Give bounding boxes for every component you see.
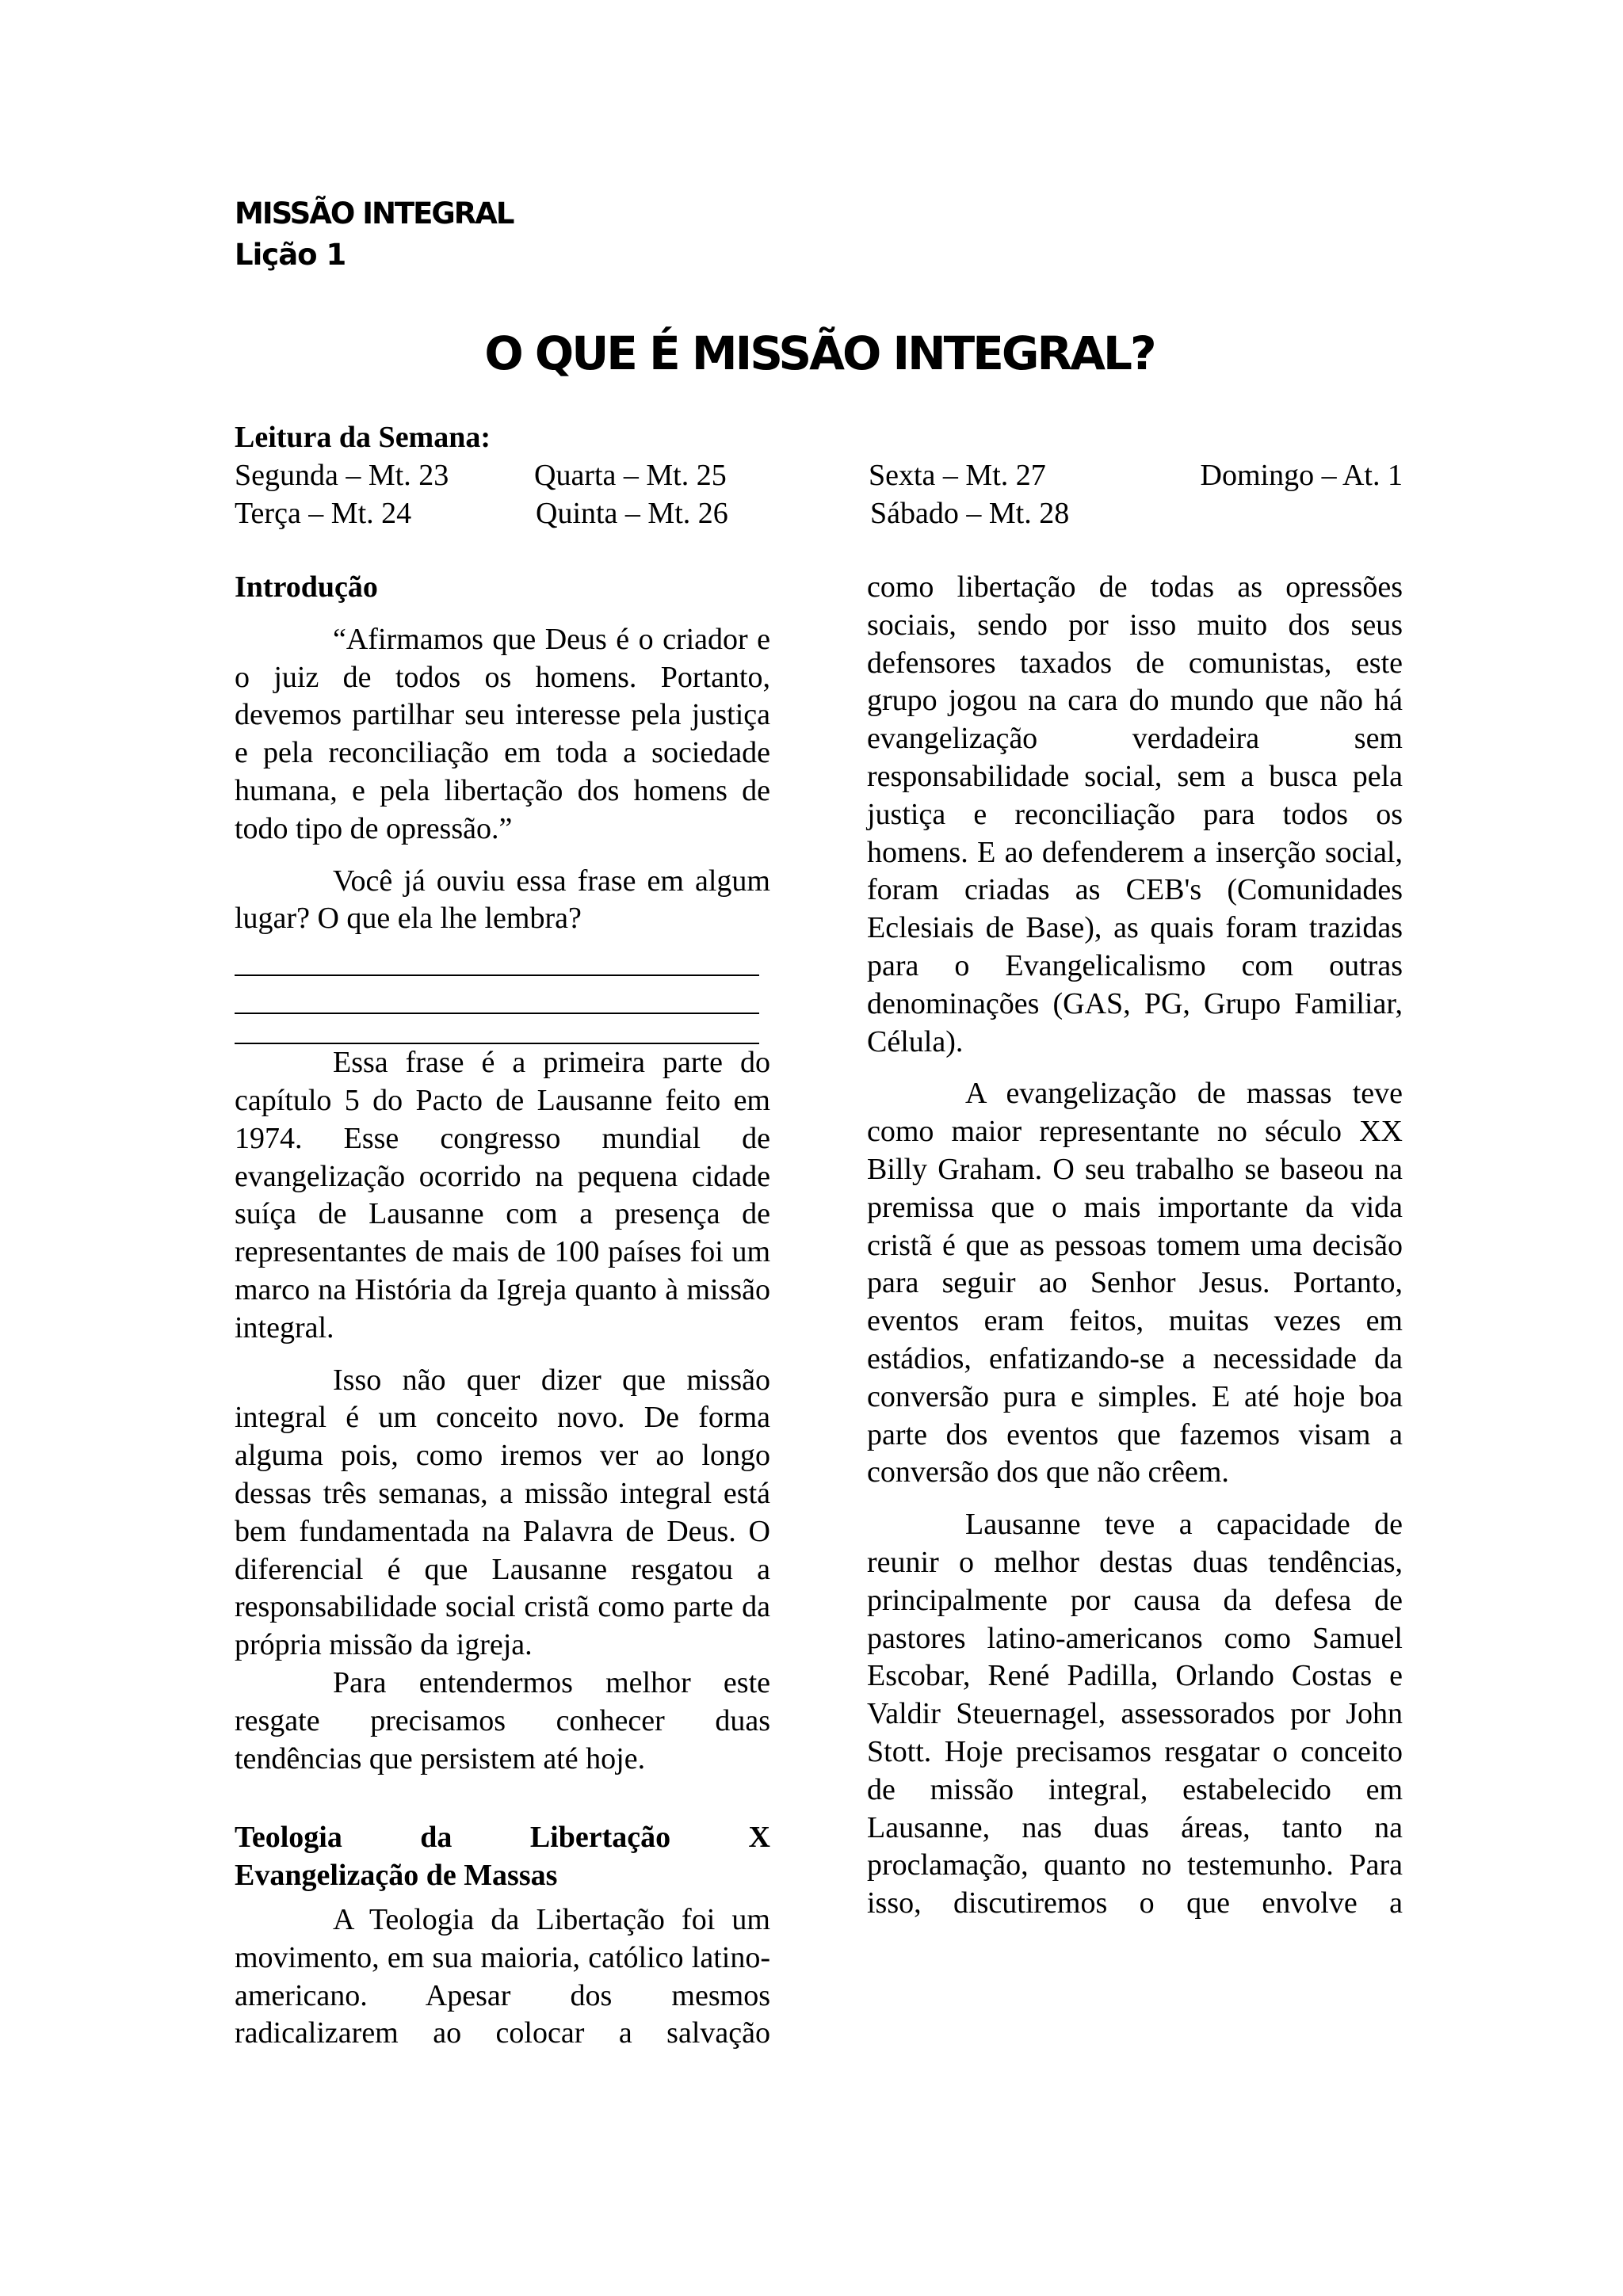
intro-quote: “Afirmamos que Deus é o criador e o juiz de todos os homens. Portanto, devemos partilhar seu interesse pela justiça e pela reconciliação em toda a sociedade humana, e pela libertação dos homens de todo tipo de opressão.” [235, 622, 770, 845]
reading-day: Terça – Mt. 24 [235, 497, 412, 530]
spacer [235, 1895, 770, 1901]
spacer [235, 607, 770, 621]
page-title: O QUE É MISSÃO INTEGRAL? [484, 326, 1155, 380]
spacer [235, 1778, 770, 1819]
reading-day: Quinta – Mt. 26 [536, 497, 728, 530]
intro-question: Você já ouviu essa frase em algum lugar? O que ela lhe lembra? [235, 864, 770, 936]
left-column [235, 569, 770, 2053]
right-column [867, 569, 1403, 1923]
weekly-reading [235, 418, 1403, 532]
section-heading-line2: Evangelização de Massas [235, 1859, 558, 1893]
spacer [235, 849, 770, 863]
section-paragraph: A Teologia da Libertação foi um movimento, em sua maioria, católico latino-americano. Apesar dos mesmos radicalizarem ao colocar a salvação [235, 1902, 770, 2050]
section-heading-line1: Teologia da Libertação X [235, 1821, 770, 1855]
intro-paragraph: Essa frase é a primeira parte do capítulo 5 do Pacto de Lausanne feito em 1974. Esse congresso mundial de evangelização ocorrido na pequena cidade suíça de Lausanne com a presença de representantes de mais de 100 países foi um marco na História da Igreja quanto à missão integral. [235, 1046, 770, 1344]
lesson-number: Lição 1 [235, 238, 346, 272]
intro-paragraph: Para entendermos melhor este resgate precisamos conhecer duas tendências que persistem até hoje. [235, 1665, 770, 1775]
spacer [867, 1061, 1403, 1075]
section-paragraph-continued: como libertação de todas as opressões sociais, sendo por isso muito dos seus defensores taxados de comunistas, este grupo jogou na cara do mundo que não há evangelização verdadeira sem responsabilidade social, sem a busca pela justiça e reconciliação para todos os homens. E ao defenderem a inserção social, foram criadas as CEB's (Comunidades Eclesiais de Base), as quais foram trazidas para o Evangelicalismo com outras denominações (GAS, PG, Grupo Familiar, Célula). [867, 570, 1403, 1058]
reading-day: Sexta – Mt. 27 [869, 459, 1046, 492]
answer-line[interactable] [235, 976, 759, 1014]
reading-day: Quarta – Mt. 25 [534, 459, 727, 492]
section-paragraph: A evangelização de massas teve como maior representante no século XX Billy Graham. O seu trabalho se baseou na premissa que o mais importante da vida cristã é que as pessoas tomem uma decisão para seguir ao Senhor Jesus. Portanto, eventos eram feitos, muitas vezes em estádios, enfatizando-se a necessidade da conversão pura e simples. E até hoje boa parte dos eventos que fazemos visam a conversão dos que não crêem. [867, 1077, 1403, 1489]
reading-day: Sábado – Mt. 28 [870, 497, 1070, 530]
reading-row-2 [235, 494, 1403, 532]
reading-day: Domingo – At. 1 [1200, 459, 1403, 492]
answer-line[interactable] [235, 938, 759, 976]
reading-row-1 [235, 456, 1403, 494]
intro-heading: Introdução [235, 570, 378, 604]
intro-paragraph: Isso não quer dizer que missão integral é um conceito novo. De forma alguma pois, como iremos ver ao longo dessas três semanas, a missão integral está bem fundamentada na Palavra de Deus. O diferencial é que Lausanne resgatou a responsabilidade social cristã como parte da própria missão da igreja. [235, 1363, 770, 1662]
spacer [867, 1492, 1403, 1506]
answer-line[interactable] [235, 1014, 759, 1044]
reading-day: Segunda – Mt. 23 [235, 459, 449, 492]
series-title: MISSÃO INTEGRAL [235, 196, 514, 231]
section-paragraph: Lausanne teve a capacidade de reunir o melhor destas duas tendências, principalmente por causa da defesa de pastores latino-americanos como Samuel Escobar, René Padilla, Orlando Costas e Valdir Steuernagel, assessorados por John Stott. Hoje precisamos resgatar o conceito de missão integral, estabelecido em Lausanne, nas duas áreas, tanto na proclamação, quanto no testemunho. Para isso, discutiremos o que envolve a [867, 1508, 1403, 1920]
weekly-reading-title: Leitura da Semana: [235, 421, 491, 454]
spacer [235, 1348, 770, 1362]
